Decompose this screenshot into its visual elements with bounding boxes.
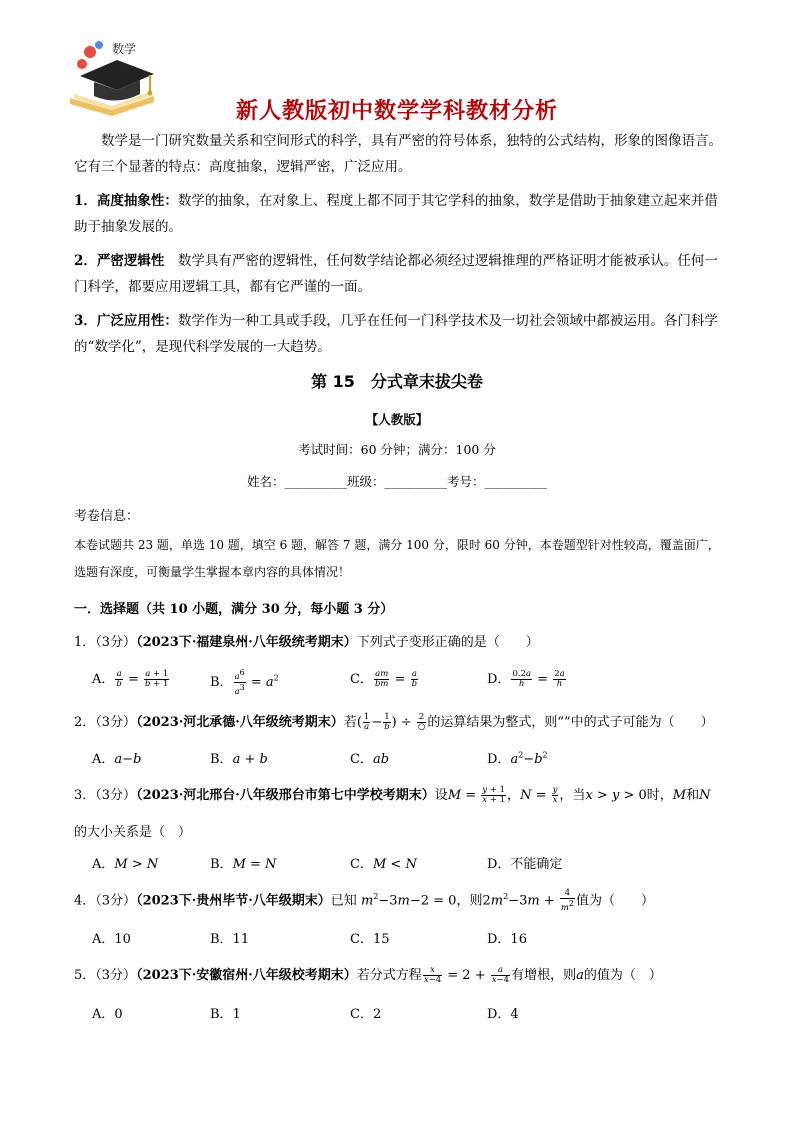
q2-option-d[interactable]: D．$a^2-b^2$ (487, 750, 548, 767)
feature-3 (74, 308, 724, 360)
question-number: 1． (74, 635, 96, 650)
q1-option-d[interactable]: D． $\frac{0.2a}{h}$ = $\frac{2a}{h}$ (487, 669, 565, 689)
feature-2-text: 数学具有严密的逻辑性，任何数学结论都必须经过逻辑推理的严格证明才能被承认。任何一门科学，都要应用逻辑工具，都有它严谨的一面。 (74, 253, 718, 295)
feature-1-label: 1．高度抽象性： (74, 193, 178, 209)
question-stem: 下列式子变形正确的是（ ） (356, 635, 539, 650)
info-text: 本卷试题共 23 题，单选 10 题，填空 6 题，解答 7 题，满分 100 分，限时 60 分钟，本卷题型针对性较高，覆盖面广，选题有深度，可衡量学生掌握本章内容的具体情况！ (74, 538, 720, 579)
q3-option-b[interactable]: B．M = N (210, 857, 277, 872)
question-score: （3分） (95, 635, 137, 650)
q1-option-a[interactable]: A． $\frac{a}{b}$ = $\frac{a + 1}{b + 1}$ (92, 669, 169, 689)
info-heading: 考卷信息： (74, 509, 140, 524)
section-1-title: 一．选择题（共 10 小题，满分 30 分，每小题 3 分） (74, 602, 394, 617)
feature-2 (74, 248, 724, 300)
q5-option-b[interactable]: B．1 (210, 1007, 241, 1022)
feature-2-label: 2．严密逻辑性 (74, 253, 165, 269)
feature-3-text: 数学作为一种工具或手段，几乎在任何一门科学技术及一切社会领域中都被运用。各门科学的“数学化”，是现代科学发展的一大趋势。 (74, 313, 718, 355)
page-title: 新人教版初中数学学科教材分析 (235, 99, 558, 124)
student-fields: 姓名：__________班级：__________考号：__________ (246, 474, 547, 489)
question-5: 5．（3分）（2023下·安徽宿州·八年级校考期末）若分式方程 $\frac{x}{x-4}$ = 2 + $\frac{a}{x-4}$ 有增根，则a的值为（ ） (74, 965, 662, 985)
exam-title: 第 15 分式章末拔尖卷 (311, 372, 483, 391)
q2-option-a[interactable]: A．a−b (92, 752, 142, 767)
q2-option-b[interactable]: B．a + b (210, 752, 268, 767)
q4-option-b[interactable]: B．11 (210, 932, 250, 947)
question-4: 4．（3分）（2023下·贵州毕节·八年级期末）已知 $m^2-3m-2 = 0$，则$2m^2-3m$ + $\frac{4}{m^2}$ 值为（ ） (74, 888, 655, 913)
question-3-cont: 的大小关系是（ ） (74, 825, 192, 840)
q1-option-c[interactable]: C． $\frac{am}{bm}$ = $\frac{a}{b}$ (350, 669, 418, 689)
q3-option-a[interactable]: A．M > N (92, 857, 159, 872)
question-2: 2．（3分）（2023·河北承德·八年级统考期末）若( $\frac{1}{a}$ − $\frac{1}{b}$ ) ÷ $\frac{2}{○}$ 的运算结果为整式，则“”中的式子可能为（ ） (74, 712, 714, 732)
q5-option-d[interactable]: D．4 (487, 1007, 519, 1022)
exam-time: 考试时间：60 分钟；满分：100 分 (298, 442, 496, 457)
q5-option-c[interactable]: C．2 (350, 1007, 382, 1022)
feature-1 (74, 188, 724, 240)
q3-option-c[interactable]: C．M < N (350, 857, 417, 872)
q1-option-b[interactable]: B． $\frac{a^6}{a^3}$ = $a^2$ (210, 668, 279, 697)
question-1 (74, 631, 539, 650)
question-3: 3．（3分）（2023·河北邢台·八年级邢台市第七中学校考期末）设M = $\frac{y + 1}{x + 1}$ ，N = $\frac{y}{x}$ ，当x > y > 0时，M和N (74, 785, 711, 805)
intro-paragraph: 数学是一门研究数量关系和空间形式的科学，具有严密的符号体系，独特的公式结构，形象的图像语言。它有三个显著的特点：高度抽象，逻辑严密，广泛应用。 (74, 133, 722, 175)
feature-1-text: 数学的抽象，在对象上、程度上都不同于其它学科的抽象，数学是借助于抽象建立起来并借助于抽象发展的。 (74, 193, 718, 235)
q4-option-d[interactable]: D．16 (487, 932, 527, 947)
q4-option-c[interactable]: C．15 (350, 932, 390, 947)
q4-option-a[interactable]: A．10 (92, 932, 131, 947)
feature-3-label: 3．广泛应用性： (74, 313, 178, 329)
question-source: （2023下·福建泉州·八年级统考期末） (136, 635, 357, 650)
q2-option-c[interactable]: C．ab (350, 752, 390, 767)
logo-label: 数学 (112, 42, 137, 56)
exam-edition: 【人教版】 (365, 412, 429, 427)
q3-option-d[interactable]: D．不能确定 (487, 857, 563, 872)
q5-option-a[interactable]: A．0 (92, 1007, 123, 1022)
